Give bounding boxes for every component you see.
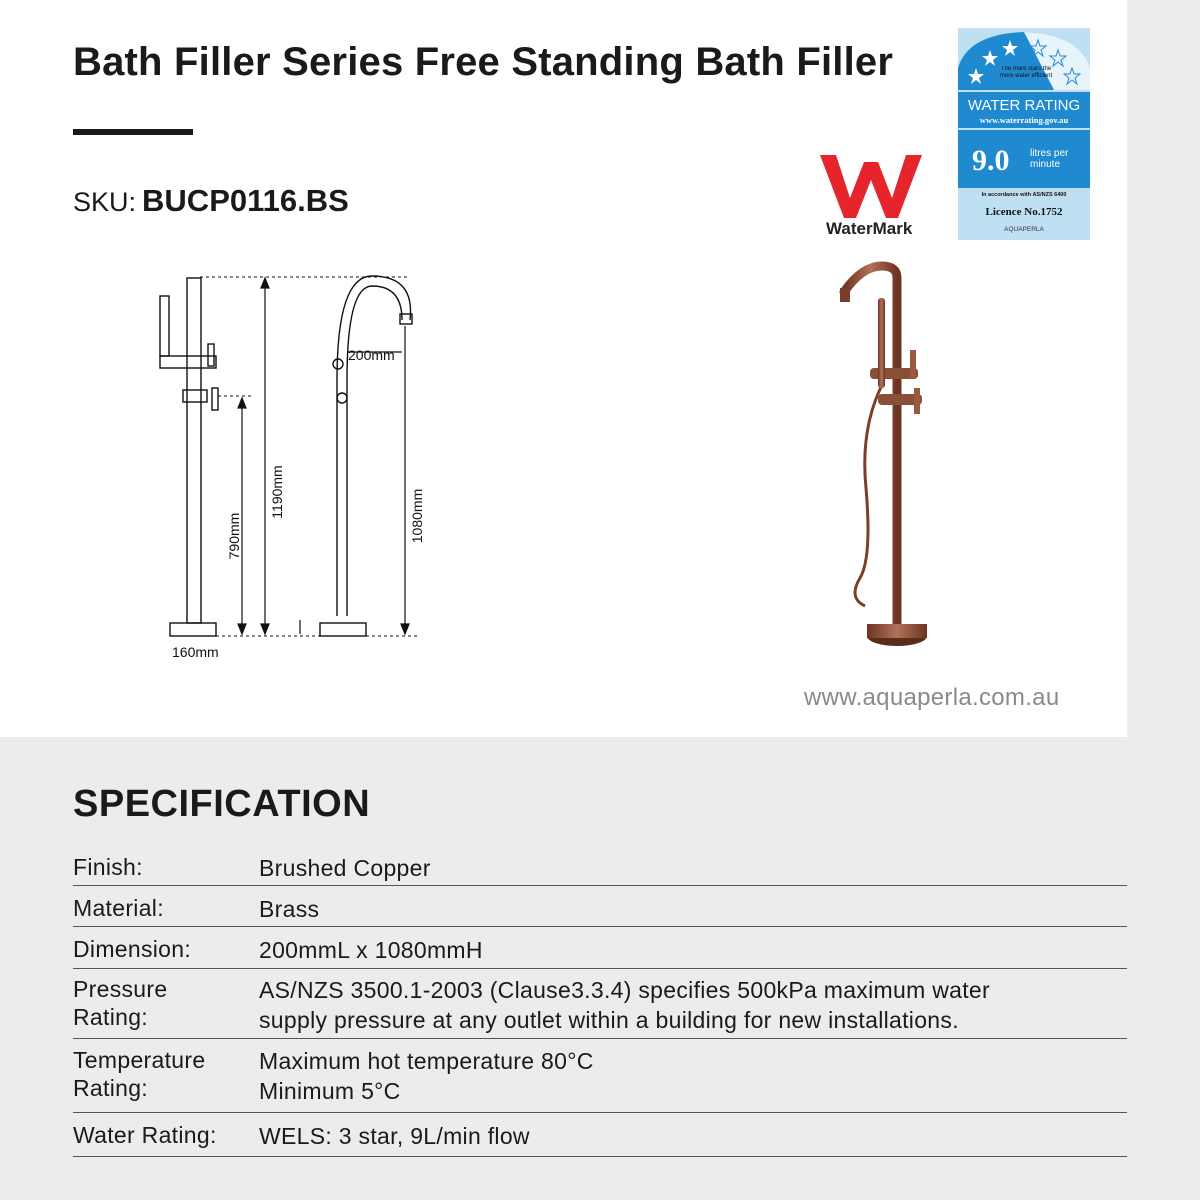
dimension-diagram-icon <box>140 260 440 670</box>
rating-brand: AQUAPERLA <box>1004 226 1044 233</box>
spec-value: Brass <box>259 896 320 922</box>
spec-value: Brushed Copper <box>259 855 431 881</box>
rating-value: 9.0 <box>972 144 1010 177</box>
rating-url: www.waterrating.gov.au <box>979 115 1069 125</box>
spec-value: WELS: 3 star, 9L/min flow <box>259 1123 530 1149</box>
title-underline <box>73 129 193 135</box>
sku <box>73 183 349 219</box>
sku-value: BUCP0116.BS <box>142 183 349 218</box>
dim-1190: 1190mm <box>269 465 285 519</box>
dim-790: 790mm <box>226 512 242 560</box>
rating-unit: litres per minute <box>1030 148 1069 170</box>
bath-filler-photo <box>820 258 960 653</box>
bath-filler-photo-icon <box>820 258 960 653</box>
technical-drawing <box>140 260 440 675</box>
spec-value: Maximum hot temperature 80°C Minimum 5°C <box>259 1048 594 1104</box>
rating-tagline: The more stars the more water efficient <box>999 66 1053 79</box>
rating-standard: In accordance with AS/NZS 6400 <box>981 192 1067 198</box>
spec-label: Pressure Rating: <box>73 976 168 1030</box>
specification-heading: SPECIFICATION <box>73 783 371 825</box>
dim-1080: 1080mm <box>409 488 425 544</box>
dim-160: 160mm <box>172 644 219 660</box>
spec-row-temperature-rating <box>73 1039 1127 1113</box>
spec-row-material <box>73 886 1127 927</box>
watermark-label: WaterMark <box>826 219 913 238</box>
watermark-logo <box>812 150 942 240</box>
water-rating-icon <box>958 28 1090 240</box>
watermark-icon <box>812 150 942 240</box>
spec-row-finish <box>73 848 1127 886</box>
rating-title: WATER RATING <box>967 97 1081 114</box>
spec-label: Material: <box>73 895 164 921</box>
spec-label: Temperature Rating: <box>73 1047 206 1101</box>
spec-row-pressure-rating <box>73 969 1127 1039</box>
spec-value: AS/NZS 3500.1-2003 (Clause3.3.4) specifies 500kPa maximum water supply pressure at any outlet within a building for new installations. <box>259 977 990 1033</box>
spec-row-dimension <box>73 927 1127 969</box>
sku-label: SKU: <box>73 187 137 217</box>
spec-label: Dimension: <box>73 936 192 962</box>
rating-licence: Licence No.1752 <box>985 206 1063 218</box>
specification-table <box>73 848 1127 1157</box>
spec-value: 200mmL x 1080mmH <box>259 937 483 963</box>
website-url: www.aquaperla.com.au <box>804 684 1060 711</box>
page-title: Bath Filler Series Free Standing Bath Filler <box>73 40 894 84</box>
spec-row-water-rating <box>73 1113 1127 1157</box>
spec-label: Finish: <box>73 854 143 880</box>
water-rating-badge <box>958 28 1090 240</box>
right-margin-strip <box>1127 0 1200 1200</box>
spec-label: Water Rating: <box>73 1122 217 1148</box>
dim-200: 200mm <box>348 347 395 363</box>
